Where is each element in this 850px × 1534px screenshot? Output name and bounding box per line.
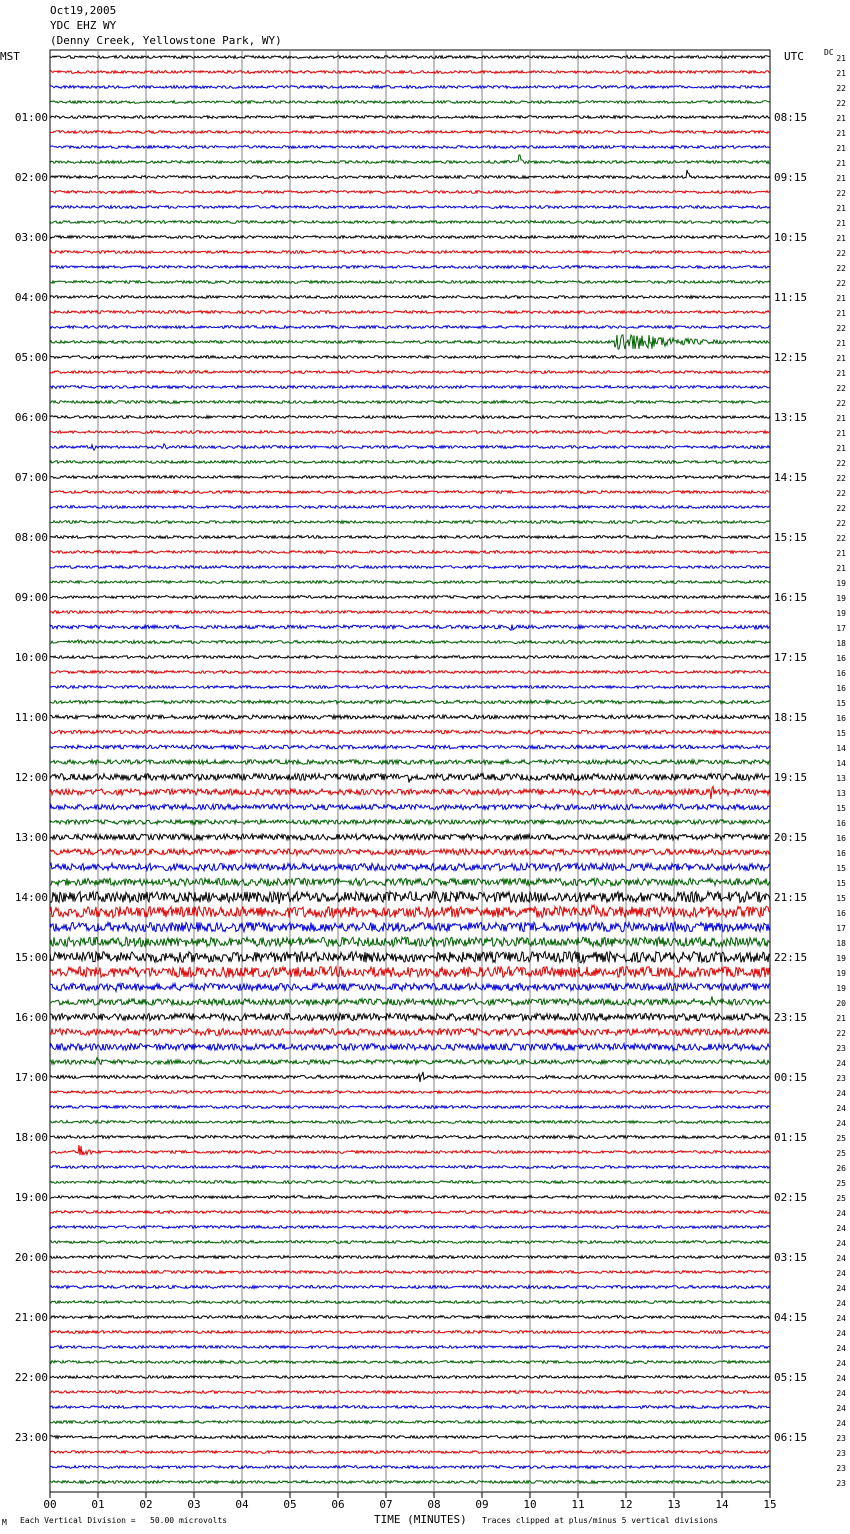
right-hour-label: 14:15: [774, 471, 808, 484]
left-hour-label: 21:00: [14, 1311, 48, 1324]
seismic-trace: [50, 146, 770, 149]
left-hour-label: 22:00: [14, 1371, 48, 1384]
x-tick-label: 12: [619, 1498, 633, 1511]
left-hour-label: 17:00: [14, 1071, 48, 1084]
trace-number: 22: [836, 504, 846, 513]
trace-number: 22: [836, 534, 846, 543]
seismic-trace: [50, 266, 770, 269]
seismic-trace: [50, 892, 770, 904]
trace-number: 15: [836, 879, 846, 888]
trace-number: 21: [836, 204, 846, 213]
trace-number: 22: [836, 324, 846, 333]
trace-number: 21: [836, 159, 846, 168]
station-location: (Denny Creek, Yellowstone Park, WY): [50, 34, 282, 47]
x-tick-label: 03: [187, 1498, 201, 1511]
trace-number: 23: [836, 1464, 846, 1473]
trace-number: 22: [836, 279, 846, 288]
right-hour-label: 19:15: [774, 771, 808, 784]
trace-number: 21: [836, 444, 846, 453]
left-hour-label: 08:00: [14, 531, 48, 544]
trace-number: 24: [836, 1389, 846, 1398]
trace-number: 21: [836, 219, 846, 228]
seismic-trace: [50, 1376, 770, 1379]
trace-number: 23: [836, 1449, 846, 1458]
x-tick-label: 07: [379, 1498, 393, 1511]
trace-number: 26: [836, 1164, 846, 1173]
x-tick-label: 02: [139, 1498, 153, 1511]
seismic-trace: [50, 952, 770, 963]
seismic-trace: [50, 491, 770, 494]
right-hour-label: 05:15: [774, 1371, 808, 1384]
left-hour-label: 07:00: [14, 471, 48, 484]
trace-number: 21: [836, 144, 846, 153]
seismic-trace: [50, 1391, 770, 1394]
seismic-trace: [50, 296, 770, 299]
left-hour-label: 09:00: [14, 591, 48, 604]
seismic-trace: [50, 476, 770, 479]
left-hour-label: 20:00: [14, 1251, 48, 1264]
trace-number: 19: [836, 984, 846, 993]
trace-number: 16: [836, 909, 846, 918]
right-hour-label: 08:15: [774, 111, 808, 124]
seismic-trace: [50, 191, 770, 194]
trace-number: 24: [836, 1314, 846, 1323]
seismic-trace: [50, 1271, 770, 1274]
chart-date: Oct19,2005: [50, 4, 117, 17]
trace-number: 24: [836, 1224, 846, 1233]
seismic-trace: [50, 1145, 770, 1155]
seismic-trace: [50, 1241, 770, 1244]
left-hour-label: 05:00: [14, 351, 48, 364]
trace-number: 21: [836, 414, 846, 423]
seismic-trace: [50, 1044, 770, 1051]
left-hour-label: 15:00: [14, 951, 48, 964]
seismic-trace: [50, 206, 770, 209]
left-timezone-label: MST: [0, 50, 20, 63]
right-hour-label: 22:15: [774, 951, 808, 964]
left-hour-label: 19:00: [14, 1191, 48, 1204]
right-hour-label: 23:15: [774, 1011, 808, 1024]
right-hour-label: 13:15: [774, 411, 808, 424]
trace-number: 18: [836, 639, 846, 648]
trace-number: 15: [836, 729, 846, 738]
trace-number: 23: [836, 1434, 846, 1443]
seismic-trace: [50, 656, 770, 659]
seismic-trace: [50, 905, 770, 918]
seismic-trace: [50, 1091, 770, 1094]
seismic-trace: [50, 700, 770, 703]
trace-number: 21: [836, 294, 846, 303]
seismic-trace: [50, 1301, 770, 1304]
seismic-trace: [50, 1316, 770, 1319]
left-hour-label: 16:00: [14, 1011, 48, 1024]
trace-number: 24: [836, 1299, 846, 1308]
station-code: YDC EHZ WY: [50, 19, 117, 32]
seismic-trace: [50, 1013, 770, 1020]
seismic-trace: [50, 1029, 770, 1036]
seismic-trace: [50, 849, 770, 855]
trace-number: 21: [836, 339, 846, 348]
seismic-trace: [50, 521, 770, 524]
seismic-trace: [50, 566, 770, 569]
clip-note: Traces clipped at plus/minus 5 vertical divisions: [482, 1516, 719, 1525]
left-hour-label: 01:00: [14, 111, 48, 124]
right-hour-label: 00:15: [774, 1071, 808, 1084]
seismic-trace: [50, 101, 770, 104]
trace-number: 17: [836, 924, 846, 933]
trace-number: 24: [836, 1404, 846, 1413]
trace-number: 21: [836, 174, 846, 183]
seismic-trace: [50, 834, 770, 840]
seismic-trace: [50, 86, 770, 89]
trace-number: 23: [836, 1074, 846, 1083]
trace-number: 19: [836, 954, 846, 963]
seismic-trace: [50, 671, 770, 674]
seismic-trace: [50, 131, 770, 134]
right-hour-label: 06:15: [774, 1431, 808, 1444]
right-hour-label: 18:15: [774, 711, 808, 724]
x-tick-label: 09: [475, 1498, 489, 1511]
trace-number: 16: [836, 654, 846, 663]
right-hour-label: 17:15: [774, 651, 808, 664]
seismic-trace: [50, 878, 770, 885]
seismic-trace: [50, 804, 770, 810]
seismic-trace: [50, 937, 770, 947]
seismic-trace: [50, 1058, 770, 1065]
seismic-trace: [50, 1106, 770, 1109]
seismic-trace: [50, 686, 770, 689]
seismic-trace: [50, 311, 770, 314]
trace-number: 22: [836, 474, 846, 483]
seismic-trace: [50, 1436, 770, 1439]
seismic-trace: [50, 1361, 770, 1364]
seismic-trace: [50, 326, 770, 329]
left-hour-label: 02:00: [14, 171, 48, 184]
seismic-trace: [50, 745, 770, 749]
trace-number: 22: [836, 99, 846, 108]
trace-number: 19: [836, 579, 846, 588]
trace-number: 14: [836, 759, 846, 768]
seismic-trace: [50, 1072, 770, 1082]
seismic-trace: [50, 416, 770, 419]
seismic-trace: [50, 335, 770, 349]
seismic-trace: [50, 1346, 770, 1349]
trace-number: 22: [836, 189, 846, 198]
trace-number: 19: [836, 609, 846, 618]
seismic-trace: [50, 461, 770, 464]
seismic-trace: [50, 56, 770, 59]
trace-number: 19: [836, 594, 846, 603]
seismic-trace: [50, 371, 770, 374]
trace-number: 20: [836, 999, 846, 1008]
x-tick-label: 00: [43, 1498, 57, 1511]
trace-number: 22: [836, 249, 846, 258]
trace-number: 18: [836, 939, 846, 948]
seismic-trace: [50, 983, 770, 991]
seismic-trace: [50, 551, 770, 554]
seismic-trace: [50, 596, 770, 599]
seismic-trace: [50, 386, 770, 389]
trace-number: 21: [836, 369, 846, 378]
right-hour-label: 10:15: [774, 231, 808, 244]
trace-number: 21: [836, 564, 846, 573]
trace-number: 22: [836, 84, 846, 93]
trace-number: 24: [836, 1374, 846, 1383]
left-hour-label: 06:00: [14, 411, 48, 424]
seismic-trace: [50, 1226, 770, 1229]
seismic-trace: [50, 401, 770, 404]
trace-number: 21: [836, 549, 846, 558]
trace-number: 24: [836, 1329, 846, 1338]
seismic-trace: [50, 170, 770, 178]
left-hour-label: 23:00: [14, 1431, 48, 1444]
right-hour-label: 21:15: [774, 891, 808, 904]
x-tick-label: 05: [283, 1498, 297, 1511]
left-hour-label: 03:00: [14, 231, 48, 244]
seismic-trace: [50, 715, 770, 719]
seismic-trace: [50, 967, 770, 978]
seismic-trace: [50, 236, 770, 239]
x-tick-label: 04: [235, 1498, 249, 1511]
x-tick-label: 10: [523, 1498, 537, 1511]
corner-mark: M: [2, 1518, 7, 1527]
trace-number: 25: [836, 1149, 846, 1158]
seismic-trace: [50, 640, 770, 644]
trace-number: 15: [836, 894, 846, 903]
trace-number: 16: [836, 714, 846, 723]
seismic-trace: [50, 1121, 770, 1124]
x-tick-label: 13: [667, 1498, 681, 1511]
seismic-trace: [50, 251, 770, 254]
seismic-trace: [50, 1136, 770, 1139]
trace-number: 19: [836, 969, 846, 978]
right-timezone-label: UTC: [784, 50, 804, 63]
trace-number: 16: [836, 669, 846, 678]
seismic-trace: [50, 71, 770, 74]
trace-number: 22: [836, 384, 846, 393]
seismic-trace: [50, 786, 770, 799]
trace-number: 15: [836, 864, 846, 873]
seismic-trace: [50, 1181, 770, 1184]
trace-number: 22: [836, 459, 846, 468]
scale-note: Each Vertical Division = 50.00 microvolts: [20, 1516, 228, 1525]
trace-number: 25: [836, 1134, 846, 1143]
left-hour-label: 04:00: [14, 291, 48, 304]
trace-number: 16: [836, 834, 846, 843]
seismic-trace: [50, 581, 770, 584]
trace-number: 24: [836, 1419, 846, 1428]
left-hour-label: 18:00: [14, 1131, 48, 1144]
trace-number: 13: [836, 789, 846, 798]
right-hour-label: 09:15: [774, 171, 808, 184]
seismic-trace: [50, 1451, 770, 1454]
trace-number: 24: [836, 1089, 846, 1098]
trace-number: 24: [836, 1254, 846, 1263]
right-hour-label: 11:15: [774, 291, 808, 304]
x-tick-label: 11: [571, 1498, 585, 1511]
seismic-trace: [50, 1256, 770, 1259]
seismic-trace: [50, 730, 770, 734]
trace-number: 24: [836, 1209, 846, 1218]
trace-number: 13: [836, 774, 846, 783]
trace-number: 24: [836, 1284, 846, 1293]
trace-number: 22: [836, 489, 846, 498]
trace-number: 21: [836, 1014, 846, 1023]
trace-number: 24: [836, 1119, 846, 1128]
trace-number: 22: [836, 264, 846, 273]
trace-number: 24: [836, 1344, 846, 1353]
trace-number: 15: [836, 699, 846, 708]
trace-number: 21: [836, 114, 846, 123]
seismic-trace: [50, 221, 770, 224]
seismic-trace: [50, 1481, 770, 1484]
seismic-trace: [50, 1211, 770, 1214]
seismic-trace: [50, 444, 770, 450]
trace-number: 24: [836, 1239, 846, 1248]
right-hour-label: 01:15: [774, 1131, 808, 1144]
trace-number: 21: [836, 354, 846, 363]
seismic-trace: [50, 820, 770, 824]
corner-label: DC: [824, 48, 834, 57]
trace-number: 22: [836, 1029, 846, 1038]
trace-number: 21: [836, 234, 846, 243]
trace-number: 21: [836, 54, 846, 63]
x-tick-label: 06: [331, 1498, 345, 1511]
seismic-trace: [50, 1331, 770, 1334]
x-tick-label: 15: [763, 1498, 777, 1511]
trace-number: 24: [836, 1059, 846, 1068]
x-axis-title: TIME (MINUTES): [374, 1513, 467, 1526]
seismic-trace: [50, 611, 770, 614]
left-hour-label: 13:00: [14, 831, 48, 844]
trace-number: 22: [836, 399, 846, 408]
left-hour-label: 11:00: [14, 711, 48, 724]
right-hour-label: 16:15: [774, 591, 808, 604]
seismic-trace: [50, 431, 770, 434]
trace-number: 24: [836, 1269, 846, 1278]
right-hour-label: 02:15: [774, 1191, 808, 1204]
x-tick-label: 08: [427, 1498, 441, 1511]
x-tick-label: 14: [715, 1498, 729, 1511]
trace-number: 24: [836, 1359, 846, 1368]
trace-number: 23: [836, 1479, 846, 1488]
seismic-trace: [50, 1286, 770, 1289]
seismic-trace: [50, 774, 770, 783]
right-hour-label: 15:15: [774, 531, 808, 544]
seismic-trace: [50, 1421, 770, 1424]
left-hour-label: 14:00: [14, 891, 48, 904]
seismic-trace: [50, 356, 770, 359]
seismic-trace: [50, 1406, 770, 1409]
trace-number: 15: [836, 804, 846, 813]
trace-number: 21: [836, 129, 846, 138]
right-hour-label: 20:15: [774, 831, 808, 844]
x-tick-label: 01: [91, 1498, 105, 1511]
trace-number: 23: [836, 1044, 846, 1053]
seismic-trace: [50, 996, 770, 1005]
seismic-trace: [50, 625, 770, 631]
seismic-trace: [50, 281, 770, 284]
trace-number: 16: [836, 684, 846, 693]
seismic-trace: [50, 116, 770, 119]
seismic-trace: [50, 1466, 770, 1469]
trace-number: 21: [836, 69, 846, 78]
seismic-trace: [50, 922, 770, 932]
trace-number: 17: [836, 624, 846, 633]
trace-number: 25: [836, 1179, 846, 1188]
seismic-trace: [50, 760, 770, 764]
trace-number: 14: [836, 744, 846, 753]
seismic-trace: [50, 863, 770, 870]
trace-number: 21: [836, 429, 846, 438]
right-hour-label: 03:15: [774, 1251, 808, 1264]
seismic-trace: [50, 536, 770, 539]
seismic-trace: [50, 155, 770, 164]
trace-number: 25: [836, 1194, 846, 1203]
right-hour-label: 12:15: [774, 351, 808, 364]
trace-number: 24: [836, 1104, 846, 1113]
trace-number: 22: [836, 519, 846, 528]
right-hour-label: 04:15: [774, 1311, 808, 1324]
seismic-trace: [50, 1166, 770, 1169]
trace-number: 16: [836, 819, 846, 828]
seismic-trace: [50, 1196, 770, 1199]
left-hour-label: 10:00: [14, 651, 48, 664]
left-hour-label: 12:00: [14, 771, 48, 784]
trace-number: 16: [836, 849, 846, 858]
seismic-trace: [50, 506, 770, 509]
trace-number: 21: [836, 309, 846, 318]
